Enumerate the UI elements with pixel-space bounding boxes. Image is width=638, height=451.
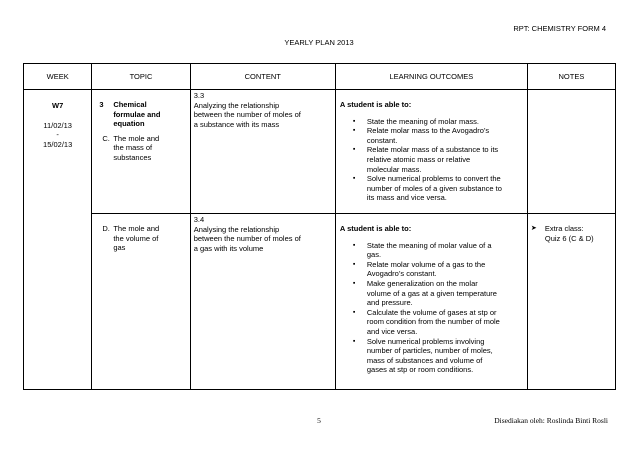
topic-cell: [92, 214, 190, 390]
week-start-date: 11/02/13: [43, 120, 72, 130]
subtopic-d: [92, 224, 189, 253]
outcome-line: ▪ State the meaning of molar mass.: [366, 116, 479, 126]
outcome-line: mass of substances and volume of: [366, 355, 483, 365]
prepared-by: Disediakan oleh: Roslinda Binti Rosli: [494, 416, 608, 425]
topic-title-line: equation: [113, 119, 145, 129]
outcome-line: volume of a gas at a given temperature: [366, 288, 497, 298]
subtopic-line: gas: [113, 243, 126, 253]
subtopic-line: substances: [113, 152, 152, 162]
outcome-line: ▪ Relate molar mass to the Avogadro’s: [366, 126, 490, 136]
learning-outcome-item: [353, 279, 524, 308]
outcome-line: its mass and vice versa.: [366, 193, 447, 203]
learning-outcome-item: [353, 308, 524, 337]
learning-outcomes-cell: [335, 214, 527, 390]
topic-number: 3: [99, 100, 104, 109]
document-subject-header: RPT: CHEMISTRY FORM 4: [513, 24, 606, 33]
note-text: [545, 224, 594, 243]
outcome-line: ▪ Solve numerical problems involving: [366, 336, 485, 346]
learning-outcome-item: [353, 145, 524, 174]
subtopic-letter: D.: [102, 224, 110, 233]
learning-outcomes-cell: [335, 90, 527, 214]
subtopic-letter: C.: [102, 133, 110, 143]
learning-outcomes-list: [340, 241, 524, 375]
topic-title-line: Chemical: [113, 100, 147, 109]
learning-outcomes-heading: A student is able to:: [339, 224, 412, 233]
content-cell: [190, 90, 335, 214]
subtopic-line: The mole and: [113, 224, 160, 233]
outcome-line: ▪ State the meaning of molar value of a: [366, 240, 492, 250]
topic-heading: [92, 90, 189, 129]
arrow-bullet-icon: ➤: [530, 225, 537, 232]
content-cell: [190, 214, 335, 390]
page-number: 5: [317, 416, 321, 425]
outcome-line: number of particles, number of moles,: [366, 346, 493, 356]
column-header-learning-outcomes: LEARNING OUTCOMES: [335, 64, 527, 90]
subtopic-line: The mole and: [113, 133, 160, 143]
outcome-line: and pressure.: [366, 298, 413, 308]
outcome-line: gases at stp or room conditions.: [366, 365, 474, 375]
learning-outcome-item: [353, 126, 524, 145]
column-header-week: WEEK: [24, 64, 92, 90]
learning-outcome-item: [353, 117, 524, 127]
column-header-notes: NOTES: [527, 64, 615, 90]
notes-cell: [527, 90, 615, 214]
subtopic-c: [92, 134, 189, 163]
content-line: between the number of moles of: [193, 234, 301, 244]
subtopic-title: [113, 224, 159, 253]
subtopic-line: the mass of: [113, 143, 153, 153]
learning-outcome-item: [353, 174, 524, 203]
week-date-separator: -: [56, 130, 59, 140]
outcome-line: gas.: [366, 250, 382, 260]
column-header-content: CONTENT: [190, 64, 335, 90]
table-row: [24, 90, 616, 214]
outcome-line: ▪ Relate molar volume of a gas to the: [366, 259, 486, 269]
learning-outcome-item: [353, 337, 524, 375]
note-item: [531, 224, 613, 243]
table-row: [24, 214, 616, 390]
content-number: 3.3: [193, 91, 205, 100]
document-title: YEARLY PLAN 2013: [284, 38, 354, 47]
outcome-line: ▪ Relate molar mass of a substance to its: [366, 145, 499, 155]
outcome-line: constant.: [366, 135, 398, 145]
outcome-line: molecular mass.: [366, 164, 422, 174]
note-line: Quiz 6 (C & D): [544, 233, 594, 243]
learning-outcomes-heading: A student is able to:: [339, 100, 412, 109]
content-line: Analyzing the relationship: [193, 100, 280, 110]
content-line: Analysing the relationship: [193, 224, 280, 234]
content-line: between the number of moles of: [193, 110, 301, 120]
topic-cell: [92, 90, 190, 214]
week-cell: [24, 90, 92, 390]
yearly-plan-table: [23, 63, 616, 390]
notes-cell: [527, 214, 615, 390]
note-line: Extra class:: [544, 224, 584, 233]
topic-title-line: formulae and: [113, 109, 161, 119]
outcome-line: room condition from the number of mole: [366, 317, 500, 327]
learning-outcome-item: [353, 260, 524, 279]
outcome-line: number of moles of a given substance to: [366, 183, 502, 193]
content-number: 3.4: [193, 215, 205, 224]
outcome-line: and vice versa.: [366, 326, 418, 336]
outcome-line: ▪ Make generalization on the molar: [366, 278, 478, 288]
week-end-date: 15/02/13: [43, 139, 73, 149]
learning-outcomes-list: [340, 117, 524, 203]
topic-title: [113, 100, 160, 129]
outcome-line: Avogadro’s constant.: [366, 269, 437, 279]
outcome-line: ▪ Solve numerical problems to convert the: [366, 174, 501, 184]
learning-outcome-item: [353, 241, 524, 260]
subtopic-line: the volume of: [113, 233, 159, 243]
outcome-line: relative atomic mass or relative: [366, 154, 471, 164]
content-line: a gas with its volume: [193, 243, 264, 253]
table-header-row: [24, 64, 616, 90]
column-header-topic: TOPIC: [92, 64, 190, 90]
week-label: W7: [52, 101, 64, 110]
content-line: a substance with its mass: [193, 119, 280, 129]
subtopic-title: [113, 134, 159, 163]
outcome-line: ▪ Calculate the volume of gases at stp or: [366, 307, 497, 317]
